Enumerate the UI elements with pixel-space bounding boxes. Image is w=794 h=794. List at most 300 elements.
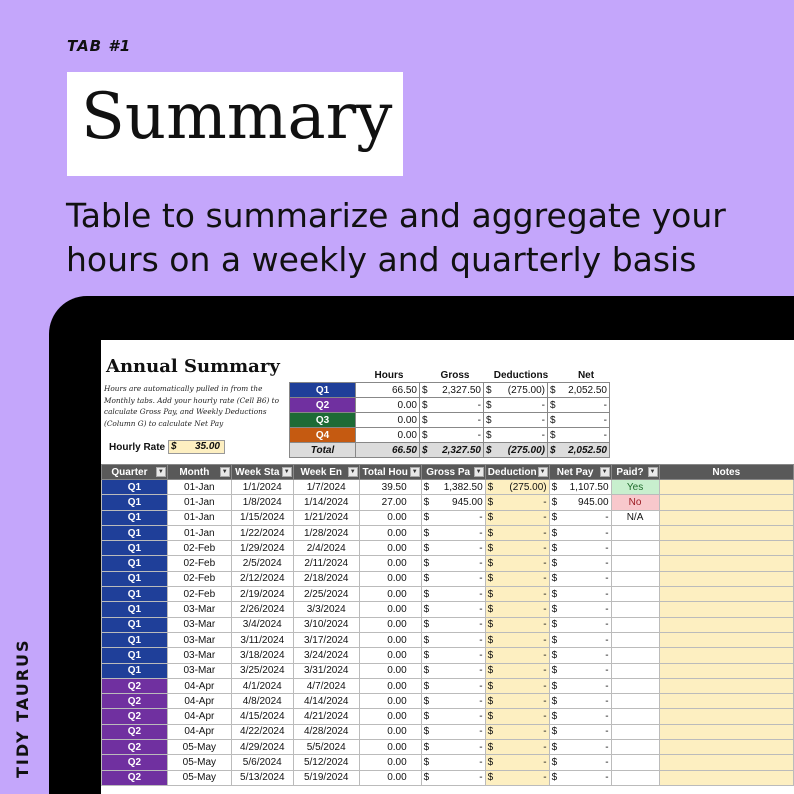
summary-row-q4	[290, 428, 610, 443]
total-hours-cell[interactable]: 0.00	[359, 587, 421, 602]
paid-status-cell[interactable]	[611, 678, 659, 693]
deduction-value-wrap	[488, 528, 547, 539]
net-pay-value-wrap	[552, 742, 609, 753]
currency-symbol: $	[487, 680, 494, 692]
quarter-cell[interactable]: Q1	[102, 495, 168, 510]
deduction-value-wrap	[488, 543, 547, 554]
quarter-cell[interactable]: Q1	[102, 648, 168, 663]
summary-net-wrap	[550, 415, 607, 426]
gross-pay-value-wrap	[424, 543, 483, 554]
currency-symbol: $	[487, 619, 494, 631]
notes-cell[interactable]	[659, 694, 793, 709]
weekly-hours-table	[101, 464, 794, 786]
net-pay-cell[interactable]	[549, 617, 611, 632]
deduction-cell[interactable]	[485, 587, 549, 602]
quarter-cell[interactable]: Q1	[102, 525, 168, 540]
gross-pay-cell[interactable]	[421, 678, 485, 693]
net-pay-value-wrap	[552, 665, 609, 676]
week-end-cell[interactable]: 3/31/2024	[293, 663, 359, 678]
total-hours-cell[interactable]: 0.00	[359, 678, 421, 693]
currency-symbol: $	[486, 414, 492, 426]
week-start-cell[interactable]: 2/19/2024	[231, 587, 293, 602]
week-start-cell[interactable]: 5/13/2024	[231, 770, 293, 785]
filter-dropdown-icon[interactable]: ▼	[538, 467, 548, 477]
filter-dropdown-icon[interactable]: ▼	[348, 467, 358, 477]
deduction-cell[interactable]	[485, 678, 549, 693]
net-pay-cell[interactable]	[549, 602, 611, 617]
week-start-cell[interactable]: 1/22/2024	[231, 525, 293, 540]
deduction-cell[interactable]	[485, 663, 549, 678]
quarter-cell[interactable]: Q1	[102, 587, 168, 602]
currency-symbol: $	[423, 695, 430, 707]
deduction-value: -	[543, 604, 547, 616]
gross-pay-cell[interactable]	[421, 602, 485, 617]
week-end-cell[interactable]: 1/14/2024	[293, 495, 359, 510]
total-hours-cell[interactable]: 0.00	[359, 740, 421, 755]
month-cell[interactable]: 01-Jan	[167, 510, 231, 525]
gross-pay-value-wrap	[424, 665, 483, 676]
quarter-cell[interactable]: Q1	[102, 632, 168, 647]
filter-dropdown-icon[interactable]: ▼	[474, 467, 484, 477]
summary-net-cell	[548, 443, 610, 458]
total-hours-cell[interactable]: 0.00	[359, 694, 421, 709]
deduction-value: -	[543, 558, 547, 570]
gross-pay-value: -	[479, 649, 483, 661]
column-header-1[interactable]	[167, 465, 231, 480]
gross-pay-cell[interactable]	[421, 617, 485, 632]
summary-deductions-cell	[484, 383, 548, 398]
week-start-cell[interactable]: 4/15/2024	[231, 709, 293, 724]
week-end-cell[interactable]: 3/3/2024	[293, 602, 359, 617]
paid-status-cell[interactable]: No	[611, 495, 659, 510]
week-start-cell[interactable]: 1/8/2024	[231, 495, 293, 510]
currency-symbol: $	[423, 496, 430, 508]
net-pay-value: -	[605, 527, 609, 539]
summary-hours: 66.50	[356, 443, 420, 458]
total-hours-cell[interactable]: 0.00	[359, 663, 421, 678]
quarter-cell[interactable]: Q2	[102, 770, 168, 785]
currency-symbol: $	[487, 726, 494, 738]
month-cell[interactable]: 05-May	[167, 755, 231, 770]
notes-cell[interactable]	[659, 495, 793, 510]
month-cell[interactable]: 01-Jan	[167, 525, 231, 540]
deduction-value: -	[543, 573, 547, 585]
week-start-cell[interactable]: 1/15/2024	[231, 510, 293, 525]
gross-pay-cell[interactable]	[421, 495, 485, 510]
hourly-rate-input[interactable]	[168, 440, 225, 454]
month-cell[interactable]: 03-Mar	[167, 602, 231, 617]
deduction-cell[interactable]	[485, 724, 549, 739]
gross-pay-cell[interactable]	[421, 663, 485, 678]
total-hours-cell[interactable]: 0.00	[359, 632, 421, 647]
column-header-7[interactable]	[549, 465, 611, 480]
summary-gross-wrap	[422, 385, 481, 396]
deduction-value-wrap	[488, 604, 547, 615]
quarter-cell[interactable]: Q2	[102, 724, 168, 739]
paid-status-cell[interactable]	[611, 648, 659, 663]
currency-symbol: $	[423, 573, 430, 585]
week-end-cell[interactable]: 4/21/2024	[293, 709, 359, 724]
month-cell[interactable]: 02-Feb	[167, 587, 231, 602]
notes-cell[interactable]	[659, 648, 793, 663]
net-pay-cell[interactable]	[549, 480, 611, 495]
gross-pay-cell[interactable]	[421, 694, 485, 709]
week-start-cell[interactable]: 3/11/2024	[231, 632, 293, 647]
week-end-cell[interactable]: 1/7/2024	[293, 480, 359, 495]
quarter-cell[interactable]: Q1	[102, 480, 168, 495]
deduction-cell[interactable]	[485, 770, 549, 785]
quarter-cell[interactable]: Q2	[102, 740, 168, 755]
quarter-cell[interactable]: Q1	[102, 617, 168, 632]
paid-status-cell[interactable]	[611, 740, 659, 755]
deduction-value: -	[543, 542, 547, 554]
paid-status-cell[interactable]	[611, 617, 659, 632]
gross-pay-cell[interactable]	[421, 724, 485, 739]
gross-pay-cell[interactable]	[421, 480, 485, 495]
quarter-cell[interactable]: Q1	[102, 556, 168, 571]
deduction-cell[interactable]	[485, 510, 549, 525]
summary-gross: -	[477, 429, 481, 441]
total-hours-cell[interactable]: 0.00	[359, 525, 421, 540]
quarter-cell[interactable]: Q2	[102, 694, 168, 709]
gross-pay-cell[interactable]	[421, 571, 485, 586]
notes-cell[interactable]	[659, 571, 793, 586]
filter-dropdown-icon[interactable]: ▼	[648, 467, 658, 477]
currency-symbol: $	[423, 634, 430, 646]
deduction-cell[interactable]	[485, 495, 549, 510]
quarterly-summary-table	[289, 382, 610, 458]
gross-pay-cell[interactable]	[421, 648, 485, 663]
month-cell[interactable]: 02-Feb	[167, 571, 231, 586]
deduction-cell[interactable]	[485, 480, 549, 495]
column-header-3[interactable]	[293, 465, 359, 480]
notes-cell[interactable]	[659, 525, 793, 540]
currency-symbol: $	[487, 665, 494, 677]
deduction-value-wrap	[488, 558, 547, 569]
month-cell[interactable]: 04-Apr	[167, 678, 231, 693]
gross-pay-value: -	[479, 604, 483, 616]
summary-label: Total	[290, 443, 356, 458]
net-pay-cell[interactable]	[549, 709, 611, 724]
currency-symbol: $	[551, 649, 558, 661]
deduction-cell[interactable]	[485, 556, 549, 571]
week-end-cell[interactable]: 4/7/2024	[293, 678, 359, 693]
week-end-cell[interactable]: 4/28/2024	[293, 724, 359, 739]
week-end-cell[interactable]: 1/28/2024	[293, 525, 359, 540]
week-start-cell[interactable]: 3/18/2024	[231, 648, 293, 663]
net-pay-cell[interactable]	[549, 632, 611, 647]
currency-symbol: $	[423, 680, 430, 692]
week-start-cell[interactable]: 3/25/2024	[231, 663, 293, 678]
currency-symbol: $	[487, 634, 494, 646]
gross-pay-value: -	[479, 741, 483, 753]
week-start-cell[interactable]: 2/26/2024	[231, 602, 293, 617]
deduction-cell[interactable]	[485, 541, 549, 556]
notes-cell[interactable]	[659, 587, 793, 602]
paid-status-cell[interactable]	[611, 556, 659, 571]
notes-cell[interactable]	[659, 709, 793, 724]
week-end-cell[interactable]: 3/24/2024	[293, 648, 359, 663]
deduction-cell[interactable]	[485, 602, 549, 617]
notes-cell[interactable]	[659, 556, 793, 571]
column-header-5[interactable]	[421, 465, 485, 480]
total-hours-cell[interactable]: 0.00	[359, 770, 421, 785]
deduction-value: -	[543, 756, 547, 768]
currency-symbol: $	[551, 634, 558, 646]
filter-dropdown-icon[interactable]: ▼	[282, 467, 292, 477]
deduction-value-wrap	[488, 650, 547, 661]
paid-status-cell[interactable]: Yes	[611, 480, 659, 495]
net-pay-cell[interactable]	[549, 648, 611, 663]
deduction-cell[interactable]	[485, 571, 549, 586]
net-pay-cell[interactable]	[549, 770, 611, 785]
deduction-value: -	[543, 512, 547, 524]
week-start-cell[interactable]: 3/4/2024	[231, 617, 293, 632]
total-hours-cell[interactable]: 0.00	[359, 617, 421, 632]
quarter-cell[interactable]: Q1	[102, 510, 168, 525]
net-pay-cell[interactable]	[549, 556, 611, 571]
notes-cell[interactable]	[659, 770, 793, 785]
week-end-cell[interactable]: 5/5/2024	[293, 740, 359, 755]
month-cell[interactable]: 05-May	[167, 770, 231, 785]
week-end-cell[interactable]: 2/11/2024	[293, 556, 359, 571]
month-cell[interactable]: 03-Mar	[167, 663, 231, 678]
currency-symbol: $	[423, 756, 430, 768]
table-row	[102, 480, 794, 495]
summary-gross-wrap	[422, 445, 481, 456]
gross-pay-cell[interactable]	[421, 587, 485, 602]
week-start-cell[interactable]: 2/12/2024	[231, 571, 293, 586]
gross-pay-value: -	[479, 695, 483, 707]
net-pay-value-wrap	[552, 757, 609, 768]
table-row	[102, 602, 794, 617]
column-header-0[interactable]	[102, 465, 168, 480]
gross-pay-cell[interactable]	[421, 755, 485, 770]
total-hours-cell[interactable]: 0.00	[359, 571, 421, 586]
column-header-6[interactable]	[485, 465, 549, 480]
paid-status-cell[interactable]	[611, 709, 659, 724]
deduction-value: -	[543, 496, 547, 508]
paid-status-cell[interactable]	[611, 694, 659, 709]
total-hours-cell[interactable]: 0.00	[359, 602, 421, 617]
notes-cell[interactable]	[659, 740, 793, 755]
filter-dropdown-icon[interactable]: ▼	[410, 467, 420, 477]
net-pay-cell[interactable]	[549, 724, 611, 739]
deduction-cell[interactable]	[485, 755, 549, 770]
net-pay-value: -	[605, 619, 609, 631]
week-end-cell[interactable]: 2/18/2024	[293, 571, 359, 586]
total-hours-cell[interactable]: 0.00	[359, 755, 421, 770]
net-pay-cell[interactable]	[549, 755, 611, 770]
deduction-value: -	[543, 680, 547, 692]
quarter-cell[interactable]: Q2	[102, 678, 168, 693]
paid-status-cell[interactable]	[611, 755, 659, 770]
gross-pay-cell[interactable]	[421, 525, 485, 540]
net-pay-cell[interactable]	[549, 663, 611, 678]
deduction-cell[interactable]	[485, 525, 549, 540]
paid-status-cell[interactable]: N/A	[611, 510, 659, 525]
notes-cell[interactable]	[659, 632, 793, 647]
notes-cell[interactable]	[659, 480, 793, 495]
column-header-label: Quarter	[111, 466, 148, 478]
week-end-cell[interactable]: 4/14/2024	[293, 694, 359, 709]
week-end-cell[interactable]: 5/12/2024	[293, 755, 359, 770]
currency-symbol: $	[550, 429, 556, 441]
notes-cell[interactable]	[659, 663, 793, 678]
net-pay-cell[interactable]	[549, 587, 611, 602]
week-start-cell[interactable]: 4/29/2024	[231, 740, 293, 755]
week-start-cell[interactable]: 1/1/2024	[231, 480, 293, 495]
notes-cell[interactable]	[659, 617, 793, 632]
week-end-cell[interactable]: 2/4/2024	[293, 541, 359, 556]
gross-pay-cell[interactable]	[421, 510, 485, 525]
deduction-value: -	[543, 619, 547, 631]
net-pay-cell[interactable]	[549, 694, 611, 709]
month-cell[interactable]: 05-May	[167, 740, 231, 755]
notes-cell[interactable]	[659, 541, 793, 556]
currency-symbol: $	[487, 695, 494, 707]
gross-pay-cell[interactable]	[421, 740, 485, 755]
paid-status-cell[interactable]	[611, 602, 659, 617]
filter-dropdown-icon[interactable]: ▼	[600, 467, 610, 477]
total-hours-cell[interactable]: 0.00	[359, 541, 421, 556]
total-hours-cell[interactable]: 0.00	[359, 556, 421, 571]
gross-pay-value-wrap	[424, 558, 483, 569]
week-start-cell[interactable]: 1/29/2024	[231, 541, 293, 556]
week-end-cell[interactable]: 1/21/2024	[293, 510, 359, 525]
total-hours-cell[interactable]: 0.00	[359, 510, 421, 525]
summary-header-net: Net	[577, 370, 595, 381]
month-cell[interactable]: 04-Apr	[167, 709, 231, 724]
gross-pay-cell[interactable]	[421, 770, 485, 785]
total-hours-cell[interactable]: 0.00	[359, 648, 421, 663]
net-pay-cell[interactable]	[549, 571, 611, 586]
deduction-cell[interactable]	[485, 709, 549, 724]
notes-cell[interactable]	[659, 724, 793, 739]
deduction-cell[interactable]	[485, 648, 549, 663]
column-header-9[interactable]	[659, 465, 793, 480]
total-hours-cell[interactable]: 0.00	[359, 709, 421, 724]
net-pay-value: 1,107.50	[569, 481, 609, 493]
month-cell[interactable]: 02-Feb	[167, 541, 231, 556]
paid-status-cell[interactable]	[611, 525, 659, 540]
net-pay-cell[interactable]	[549, 525, 611, 540]
quarter-cell[interactable]: Q2	[102, 709, 168, 724]
summary-deductions-cell	[484, 413, 548, 428]
month-cell[interactable]: 02-Feb	[167, 556, 231, 571]
summary-net: -	[603, 414, 607, 426]
currency-symbol: $	[423, 512, 430, 524]
paid-status-cell[interactable]	[611, 541, 659, 556]
paid-status-cell[interactable]	[611, 632, 659, 647]
gross-pay-value-wrap	[424, 604, 483, 615]
net-pay-value-wrap	[552, 726, 609, 737]
deduction-cell[interactable]	[485, 632, 549, 647]
gross-pay-value-wrap	[424, 482, 483, 493]
currency-symbol: $	[551, 512, 558, 524]
quarter-cell[interactable]: Q1	[102, 541, 168, 556]
hourly-rate-label: Hourly Rate	[109, 442, 166, 453]
week-end-cell[interactable]: 5/19/2024	[293, 770, 359, 785]
month-cell[interactable]: 01-Jan	[167, 480, 231, 495]
deduction-cell[interactable]	[485, 740, 549, 755]
total-hours-cell[interactable]: 39.50	[359, 480, 421, 495]
paid-status-cell[interactable]	[611, 587, 659, 602]
month-cell[interactable]: 03-Mar	[167, 632, 231, 647]
paid-status-cell[interactable]	[611, 724, 659, 739]
deduction-value: -	[543, 588, 547, 600]
table-row	[102, 510, 794, 525]
month-cell[interactable]: 03-Mar	[167, 617, 231, 632]
paid-status-cell[interactable]	[611, 770, 659, 785]
gross-pay-value-wrap	[424, 711, 483, 722]
currency-symbol: $	[551, 619, 558, 631]
summary-gross: -	[477, 414, 481, 426]
paid-status-cell[interactable]	[611, 663, 659, 678]
quarter-cell[interactable]: Q1	[102, 663, 168, 678]
paid-status-cell[interactable]	[611, 571, 659, 586]
week-end-cell[interactable]: 3/17/2024	[293, 632, 359, 647]
gross-pay-cell[interactable]	[421, 556, 485, 571]
quarter-cell[interactable]: Q2	[102, 755, 168, 770]
column-header-4[interactable]	[359, 465, 421, 480]
quarter-cell[interactable]: Q1	[102, 571, 168, 586]
filter-dropdown-icon[interactable]: ▼	[156, 467, 166, 477]
quarter-cell[interactable]: Q1	[102, 602, 168, 617]
gross-pay-cell[interactable]	[421, 709, 485, 724]
week-start-cell[interactable]: 4/1/2024	[231, 678, 293, 693]
deduction-cell[interactable]	[485, 617, 549, 632]
summary-deductions-wrap	[486, 385, 545, 396]
week-start-cell[interactable]: 4/22/2024	[231, 724, 293, 739]
gross-pay-cell[interactable]	[421, 541, 485, 556]
week-start-cell[interactable]: 2/5/2024	[231, 556, 293, 571]
notes-cell[interactable]	[659, 602, 793, 617]
week-end-cell[interactable]: 2/25/2024	[293, 587, 359, 602]
month-cell[interactable]: 03-Mar	[167, 648, 231, 663]
filter-dropdown-icon[interactable]: ▼	[220, 467, 230, 477]
net-pay-cell[interactable]	[549, 495, 611, 510]
gross-pay-cell[interactable]	[421, 632, 485, 647]
month-cell[interactable]: 01-Jan	[167, 495, 231, 510]
net-pay-value-wrap	[552, 482, 609, 493]
net-pay-cell[interactable]	[549, 740, 611, 755]
week-start-cell[interactable]: 5/6/2024	[231, 755, 293, 770]
month-cell[interactable]: 04-Apr	[167, 694, 231, 709]
deduction-cell[interactable]	[485, 694, 549, 709]
net-pay-cell[interactable]	[549, 541, 611, 556]
week-start-cell[interactable]: 4/8/2024	[231, 694, 293, 709]
month-cell[interactable]: 04-Apr	[167, 724, 231, 739]
net-pay-cell[interactable]	[549, 510, 611, 525]
deduction-value: -	[543, 649, 547, 661]
total-hours-cell[interactable]: 27.00	[359, 495, 421, 510]
column-header-2[interactable]	[231, 465, 293, 480]
column-header-8[interactable]	[611, 465, 659, 480]
week-end-cell[interactable]: 3/10/2024	[293, 617, 359, 632]
currency-symbol: $	[487, 558, 494, 570]
deduction-value-wrap	[488, 757, 547, 768]
table-row	[102, 648, 794, 663]
notes-cell[interactable]	[659, 755, 793, 770]
gross-pay-value: -	[479, 665, 483, 677]
notes-cell[interactable]	[659, 678, 793, 693]
deduction-value: (275.00)	[509, 481, 547, 493]
net-pay-value-wrap	[552, 512, 609, 523]
net-pay-cell[interactable]	[549, 678, 611, 693]
total-hours-cell[interactable]: 0.00	[359, 724, 421, 739]
notes-cell[interactable]	[659, 510, 793, 525]
